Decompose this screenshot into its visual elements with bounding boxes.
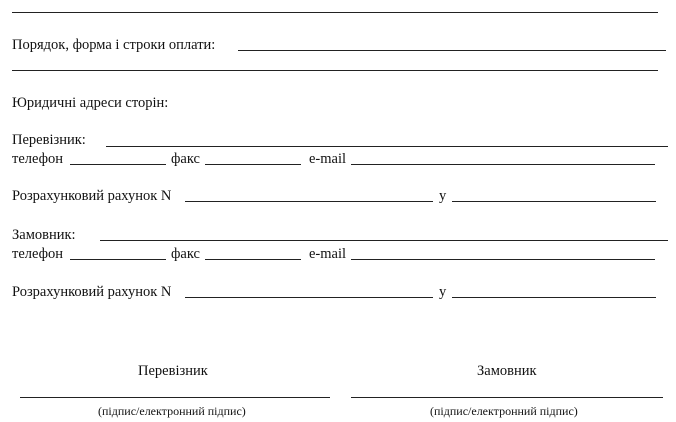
customer-signature-field[interactable] — [351, 397, 663, 398]
customer-signature-caption: (підпис/електронний підпис) — [430, 404, 578, 418]
customer-fax-field[interactable] — [205, 259, 301, 260]
carrier-email-field[interactable] — [351, 164, 655, 165]
blank-line-top[interactable] — [12, 12, 658, 13]
customer-account-label: Розрахунковий рахунок N — [12, 284, 172, 300]
payment-terms-field[interactable] — [238, 50, 666, 51]
legal-addresses-heading: Юридичні адреси сторін: — [12, 95, 169, 111]
carrier-phone-field[interactable] — [70, 164, 166, 165]
carrier-account-label: Розрахунковий рахунок N — [12, 188, 172, 204]
customer-signature-title: Замовник — [477, 363, 537, 379]
carrier-bank-prep: у — [439, 188, 447, 204]
carrier-phone-label: телефон — [12, 151, 64, 167]
carrier-address-field[interactable] — [106, 146, 668, 147]
customer-email-field[interactable] — [351, 259, 655, 260]
customer-address-field[interactable] — [100, 240, 668, 241]
customer-fax-label: факс — [171, 246, 200, 262]
customer-phone-field[interactable] — [70, 259, 166, 260]
payment-terms-label: Порядок, форма і строки оплати: — [12, 37, 216, 53]
carrier-signature-field[interactable] — [20, 397, 330, 398]
customer-bank-prep: у — [439, 284, 447, 300]
carrier-bank-field[interactable] — [452, 201, 656, 202]
customer-label: Замовник: — [12, 227, 76, 243]
carrier-fax-field[interactable] — [205, 164, 301, 165]
customer-email-label: e-mail — [309, 246, 347, 262]
carrier-signature-caption: (підпис/електронний підпис) — [98, 404, 246, 418]
carrier-signature-title: Перевізник — [138, 363, 208, 379]
carrier-email-label: e-mail — [309, 151, 347, 167]
customer-phone-label: телефон — [12, 246, 64, 262]
payment-terms-field-continued[interactable] — [12, 70, 658, 71]
customer-bank-field[interactable] — [452, 297, 656, 298]
carrier-account-field[interactable] — [185, 201, 433, 202]
customer-account-field[interactable] — [185, 297, 433, 298]
carrier-fax-label: факс — [171, 151, 200, 167]
carrier-label: Перевізник: — [12, 132, 86, 148]
